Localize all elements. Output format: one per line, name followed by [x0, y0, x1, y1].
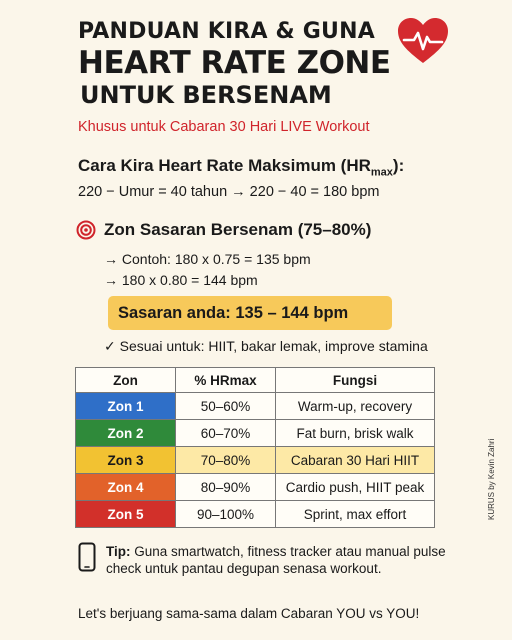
table-row — [76, 474, 435, 501]
subtitle: Khusus untuk Cabaran 30 Hari LIVE Workout — [78, 119, 370, 135]
table-row — [76, 501, 435, 528]
hrmax-title-end: ): — [392, 156, 405, 175]
function-cell: Fat burn, brisk walk — [276, 420, 435, 447]
hrmax-formula: 220 − Umur = 40 tahun → 220 − 40 = 180 bpm — [78, 184, 380, 200]
function-cell: Warm-up, recovery — [276, 393, 435, 420]
title-line-2: HEART RATE ZONE — [78, 45, 391, 81]
hrmax-cell: 90–100% — [176, 501, 276, 528]
title-line-3: UNTUK BERSENAM — [80, 81, 332, 109]
zone-table — [75, 367, 435, 528]
zone-cell: Zon 4 — [76, 474, 176, 501]
title-line-1: PANDUAN KIRA & GUNA — [78, 19, 375, 44]
zone-cell: Zon 5 — [76, 501, 176, 528]
credit-text: KURUS by Kevin Zahri — [487, 438, 496, 520]
zone-target-title: Zon Sasaran Bersenam (75–80%) — [104, 220, 372, 239]
zone-cell: Zon 2 — [76, 420, 176, 447]
header-zon: Zon — [76, 368, 176, 393]
function-cell: Sprint, max effort — [276, 501, 435, 528]
table-row — [76, 393, 435, 420]
function-cell: Cardio push, HIIT peak — [276, 474, 435, 501]
function-cell: Cabaran 30 Hari HIIT — [276, 447, 435, 474]
hrmax-cell: 60–70% — [176, 420, 276, 447]
example-line-1: → Contoh: 180 x 0.75 = 135 bpm — [104, 251, 311, 267]
tip-body: Guna smartwatch, fitness tracker atau manual pulse check untuk pantau degupan senasa workout. — [106, 544, 446, 576]
hrmax-cell: 70–80% — [176, 447, 276, 474]
page-title — [78, 18, 391, 110]
hrmax-cell: 50–60% — [176, 393, 276, 420]
example-line-2: → 180 x 0.80 = 144 bpm — [104, 272, 258, 288]
header-fungsi: Fungsi — [276, 368, 435, 393]
footer-text: Let's berjuang sama-sama dalam Cabaran YOU vs YOU! — [78, 606, 420, 621]
hrmax-title-sub: max — [370, 166, 393, 179]
phone-icon — [78, 542, 96, 572]
zone-cell: Zon 1 — [76, 393, 176, 420]
table-row — [76, 447, 435, 474]
hrmax-title — [78, 156, 404, 178]
hrmax-cell: 80–90% — [176, 474, 276, 501]
hrmax-title-text: Cara Kira Heart Rate Maksimum (HR — [78, 156, 371, 175]
target-range-box: Sasaran anda: 135 – 144 bpm — [108, 296, 392, 330]
suitable-for: ✓ Sesuai untuk: HIIT, bakar lemak, improve stamina — [104, 338, 428, 354]
tip-label: Tip: — [106, 544, 131, 559]
table-row — [76, 420, 435, 447]
table-header-row — [76, 368, 435, 393]
zone-cell: Zon 3 — [76, 447, 176, 474]
header-hrmax: % HRmax — [176, 368, 276, 393]
tip-text — [106, 543, 466, 577]
heart-pulse-icon — [396, 16, 450, 66]
target-icon — [76, 220, 96, 240]
